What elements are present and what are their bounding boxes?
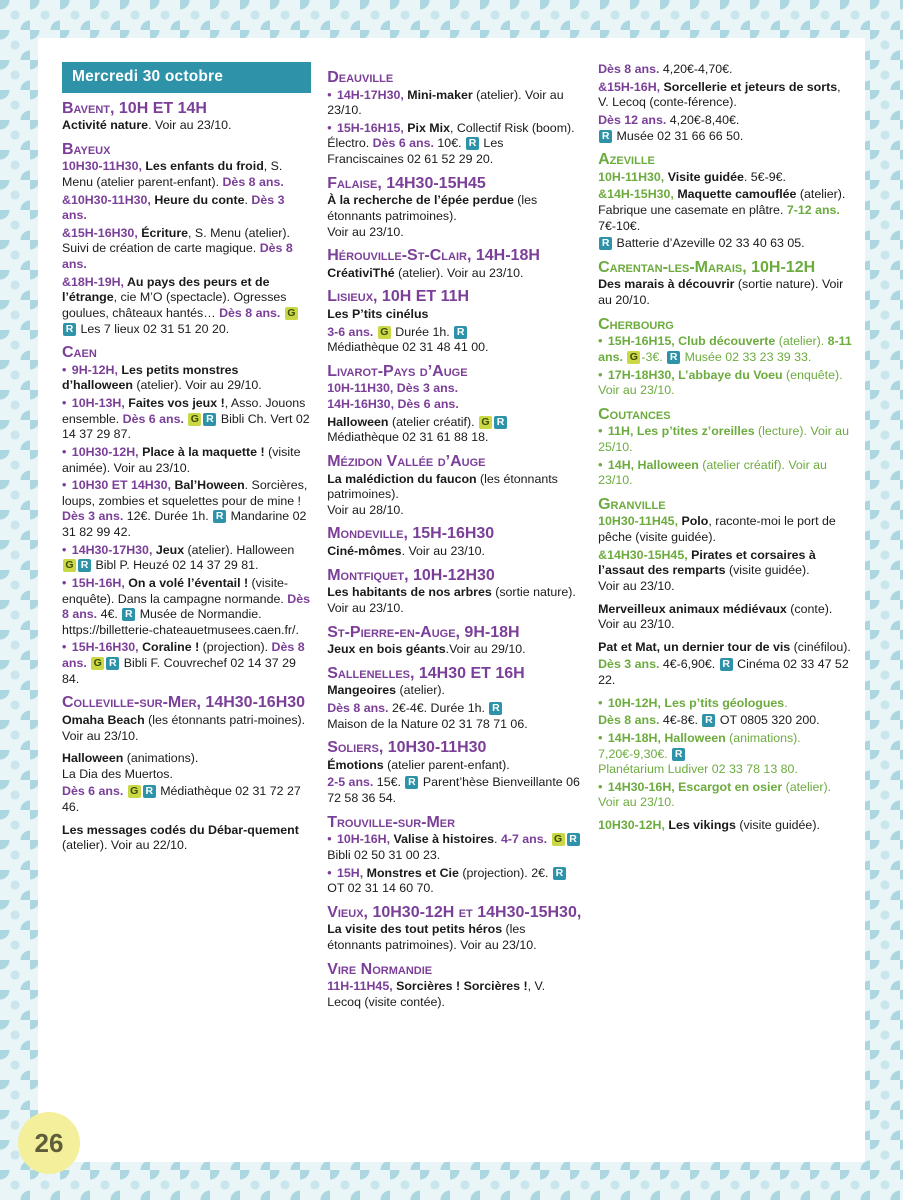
entry-caen-place-a-la-maquette: • 10H30-12H, Place à la maquette ! (visite animée). Voir au 23/10. — [62, 445, 311, 476]
entry-hauteville-info: Dès 3 ans. 4€-6,90€. R Cinéma 02 33 47 52 22. — [598, 657, 849, 688]
entry-creativithe: CréativiThé (atelier). Voir au 23/10. — [327, 265, 524, 280]
tag-g-icon: G — [63, 559, 76, 572]
entry-vire-sorcieres: 11H-11H45, Sorcières ! Sorcières !, V. Lecoq (visite contée). — [327, 979, 546, 1009]
entry-escargot-en-osier: • 14H30-16H, Escargot en osier (atelier). Voir au 23/10. — [598, 780, 853, 811]
town-heading-azeville: Azeville — [598, 151, 655, 169]
entry-ptits-geologues: • 10H-12H, Les p’tits géologues. — [598, 696, 853, 712]
entry-lisieux-info: 3-6 ans. G Durée 1h. R Médiathèque 02 31 48 41 00. — [327, 324, 489, 355]
tag-r-icon: R — [63, 323, 76, 336]
tag-g-icon: G — [378, 326, 391, 339]
entry-azeville-maquette: &14H-15H30, Maquette camouflée (atelier). Fabrique une casemate en plâtre. 7-12 ans. 7€-10€. — [598, 187, 846, 233]
entry-lisieux-ptits-cinelus: Les P’tits cinélus — [327, 307, 429, 321]
tag-r-icon: R — [567, 833, 580, 846]
date-header: Mercredi 30 octobre — [62, 62, 311, 93]
entry-deauville-mini-maker: • 14H-17H30, Mini-maker (atelier). Voir au 23/10. — [327, 88, 582, 119]
entry-animaux-medievaux: Merveilleux animaux médiévaux (conte). Voir au 23/10. — [598, 601, 833, 632]
entry-livarot-times: 10H-11H30, Dès 3 ans. 14H-16H30, Dès 6 ans. — [327, 381, 459, 412]
entry-club-decouverte: • 15H-16H15, Club découverte (atelier). 8-11 ans. G -3€. R Musée 02 33 23 39 33. — [598, 334, 853, 365]
entry-coutances-halloween: • 14H, Halloween (atelier créatif). Voir au 23/10. — [598, 458, 853, 489]
entry-emotions: Émotions (atelier parent-enfant). — [327, 757, 510, 772]
tag-r-icon: R — [203, 413, 216, 426]
tag-g-icon: G — [285, 307, 298, 320]
tag-r-icon: R — [405, 776, 418, 789]
tag-r-icon: R — [599, 237, 612, 250]
column-2 — [327, 62, 582, 1138]
entry-pat-et-mat: Pat et Mat, un dernier tour de vis (cinéfilou). — [598, 639, 851, 654]
entry-azeville-info: R Batterie d’Azeville 02 33 40 63 05. — [598, 236, 853, 252]
entry-abbaye-du-voeu: • 17H-18H30, L’abbaye du Voeu (enquête). Voir au 23/10. — [598, 368, 853, 399]
town-heading-livarot-pays-dauge: Livarot-Pays d’Auge — [327, 362, 468, 380]
town-heading-mezidon-vallee-dauge: Mézidon Vallée d’Auge — [327, 452, 486, 470]
entry-caen-faites-vos-jeux: • 10H-13H, Faites vos jeux !, Asso. Jouons ensemble. Dès 6 ans. G R Bibli Ch. Vert 02 14 37 29 87. — [62, 396, 311, 443]
entry-colombelles-halloween: Halloween (animations). La Dia des Muertos. — [62, 751, 199, 781]
tag-r-icon: R — [143, 785, 156, 798]
tag-r-icon: R — [213, 510, 226, 523]
tag-g-icon: G — [91, 657, 104, 670]
entry-vire-continuation-price: Dès 8 ans. 4,20€-4,70€. — [598, 62, 733, 76]
town-heading-soliers: Soliers, 10H30-11H30 — [327, 739, 487, 757]
town-heading-bavent: Bavent, 10H ET 14H — [62, 99, 207, 117]
entry-granville-pirates: &14H30-15H45, Pirates et corsaires à l’assaut des remparts (visite guidée). Voir au 23/10. — [598, 547, 816, 593]
entry-jeux-en-bois-geants: Jeux en bois géants.Voir au 29/10. — [327, 642, 526, 657]
tag-r-icon: R — [599, 130, 612, 143]
town-heading-coutances: Coutances — [598, 405, 671, 423]
entry-mangeoires: Mangeoires (atelier). — [327, 683, 445, 698]
town-heading-trouville-sur-mer: Trouville-sur-Mer — [327, 813, 456, 831]
town-heading-mondeville: Mondeville, 15H-16H30 — [327, 525, 495, 543]
town-heading-colleville-sur-mer: Colleville-sur-Mer, 14H30-16H30 — [62, 694, 306, 712]
entry-monstres-et-cie: • 15H, Monstres et Cie (projection). 2€. R OT 02 31 14 60 70. — [327, 866, 582, 897]
entry-livarot-halloween: Halloween (atelier créatif). G R Médiathèque 02 31 61 88 18. — [327, 415, 582, 446]
entry-bayeux-ecriture: &15H-16H30, Écriture, S. Menu (atelier). Suivi de création de carte magique. Dès 8 ans. — [62, 225, 293, 272]
entry-soliers-info: 2-5 ans. 15€. R Parent’hèse Bienveillante 06 72 58 36 54. — [327, 775, 580, 806]
tag-g-icon: G — [552, 833, 565, 846]
column-1 — [62, 62, 311, 1138]
tag-r-icon: R — [702, 714, 715, 727]
entry-vire-sorcellerie: &15H-16H, Sorcellerie et jeteurs de sorts, V. Lecoq (conte-férence). — [598, 79, 841, 110]
entry-les-vikings: 10H30-12H, Les vikings (visite guidée). — [598, 818, 820, 833]
page-number-badge: 26 — [18, 1112, 80, 1174]
town-heading-sallenelles: Sallenelles, 14H30 ET 16H — [327, 664, 525, 682]
town-heading-granville: Granville — [598, 495, 666, 513]
entry-caen-petits-monstres: • 9H-12H, Les petits monstres d’halloween (atelier). Voir au 29/10. — [62, 363, 311, 394]
tag-r-icon: R — [454, 326, 467, 339]
entry-tout-petits-heros: La visite des tout petits héros (les étonnants patrimoines). Voir au 23/10. — [327, 922, 537, 952]
tag-r-icon: R — [672, 748, 685, 761]
tag-r-icon: R — [466, 137, 479, 150]
entry-caen-jeux: • 14H30-17H30, Jeux (atelier). Halloween G R Bibl P. Heuzé 02 14 37 29 81. — [62, 543, 311, 574]
entry-granville-polo: 10H30-11H45, Polo, raconte-moi le port de pêche (visite guidée). — [598, 514, 836, 545]
entry-la-hague-info: Dès 8 ans. 4€-8€. R OT 0805 320 200. — [598, 713, 820, 728]
tag-g-icon: G — [128, 785, 141, 798]
tag-g-icon: G — [627, 351, 640, 364]
column-3 — [598, 62, 853, 1138]
entry-bayeux-heure-du-conte: &10H30-11H30, Heure du conte. Dès 3 ans. — [62, 192, 285, 223]
town-heading-bayeux: Bayeux — [62, 140, 111, 158]
entry-colombelles-info: Dès 6 ans. G R Médiathèque 02 31 72 27 46. — [62, 784, 301, 815]
tag-r-icon: R — [667, 351, 680, 364]
entry-caen-on-a-vole-leventail: • 15H-16H, On a volé l’éventail ! (visite-enquête). Dans la campagne normande. Dès 8 ans. 4€. R Musée de Normandie. https://billetterie-chateauetmusees.caen.fr/. — [62, 576, 311, 639]
town-heading-deauville: Deauville — [327, 69, 394, 86]
entry-caen-balhoween: • 10H30 ET 14H30, Bal’Hoween. Sorcières, loups, zombies et squelettes pour de mine ! Dès 3 ans. 12€. Durée 1h. R Mandarine 02 31 82 99 42. — [62, 478, 311, 541]
tag-r-icon: R — [494, 416, 507, 429]
tag-g-icon: G — [188, 413, 201, 426]
tag-r-icon: R — [78, 559, 91, 572]
town-heading-lisieux: Lisieux, 10H ET 11H — [327, 288, 470, 306]
entry-caen-coraline: • 15H-16H30, Coraline ! (projection). Dès 8 ans. G R Bibli F. Couvrechef 02 14 37 29 84. — [62, 640, 311, 687]
town-heading-vire-normandie: Vire Normandie — [327, 960, 433, 978]
entry-malediction-du-faucon: La malédiction du faucon (les étonnants patrimoines). Voir au 28/10. — [327, 471, 558, 517]
program-listing — [62, 62, 853, 1138]
entry-bayeux-au-pays-des-peurs: &18H-19H, Au pays des peurs et de l’étrange, cie M’O (spectacle). Ogresses goulues, châteaux hantés… Dès 8 ans. GR Les 7 lieux 02 31 51 20 20. — [62, 275, 311, 338]
entry-ludiver-halloween: • 14H-18H, Halloween (animations). 7,20€-9,30€. R Planétarium Ludiver 02 33 78 13 80. — [598, 731, 853, 778]
tag-r-icon: R — [122, 608, 135, 621]
entry-valise-a-histoires: • 10H-16H, Valise à histoires. 4-7 ans. G R Bibli 02 50 31 00 23. — [327, 832, 582, 863]
entry-omaha-beach: Omaha Beach (les étonnants patri-moines). Voir au 23/10. — [62, 712, 306, 743]
town-heading-herouville-st-clair: Hérouville-St-Clair, 14H-18H — [327, 247, 540, 265]
tag-r-icon: R — [553, 867, 566, 880]
town-heading-caen: Caen — [62, 344, 97, 362]
town-heading-vieux: Vieux, 10H30-12H et 14H30-15H30, — [327, 903, 582, 921]
town-heading-falaise: Falaise, 14H30-15H45 — [327, 174, 486, 192]
town-heading-montfiquet: Montfiquet, 10H-12H30 — [327, 566, 495, 584]
entry-sallenelles-info: Dès 8 ans. 2€-4€. Durée 1h. R Maison de la Nature 02 31 78 71 06. — [327, 700, 528, 731]
entry-falaise-epee-perdue: À la recherche de l’épée perdue (les étonnants patrimoines). Voir au 23/10. — [327, 193, 538, 239]
entry-azeville-visite-guidee: 10H-11H30, Visite guidée. 5€-9€. — [598, 169, 786, 184]
town-heading-cherbourg: Cherbourg — [598, 315, 674, 333]
town-heading-st-pierre-en-auge: St-Pierre-en-Auge, 9H-18H — [327, 623, 520, 641]
entry-des-marais-a-decouvrir: Des marais à découvrir (sortie nature). Voir au 20/10. — [598, 277, 844, 308]
entry-ptites-zoreilles: • 11H, Les p’tites z’oreilles (lecture). Voir au 25/10. — [598, 424, 853, 455]
entry-habitants-de-nos-arbres: Les habitants de nos arbres (sortie nature). Voir au 23/10. — [327, 585, 576, 615]
entry-deauville-pix-mix: • 15H-16H15, Pix Mix, Collectif Risk (boom). Électro. Dès 6 ans. 10€. R Les Franciscaines 02 61 52 29 20. — [327, 121, 582, 168]
tag-g-icon: G — [479, 416, 492, 429]
entry-vire-info: Dès 12 ans. 4,20€-8,40€. R Musée 02 31 66 66 50. — [598, 112, 744, 143]
entry-cine-momes: Ciné-mômes. Voir au 23/10. — [327, 544, 485, 559]
town-heading-carentan-les-marais: Carentan-les-Marais, 10H-12H — [598, 258, 816, 276]
entry-messages-codes: Les messages codés du Débar-quement (atelier). Voir au 22/10. — [62, 822, 299, 853]
entry-text: Activité nature. Voir au 23/10. — [62, 118, 232, 133]
tag-r-icon: R — [106, 657, 119, 670]
tag-r-icon: R — [489, 702, 502, 715]
entry-bayeux-enfants-du-froid: 10H30-11H30, Les enfants du froid, S. Menu (atelier parent-enfant). Dès 8 ans. — [62, 159, 284, 189]
tag-r-icon: R — [720, 658, 733, 671]
